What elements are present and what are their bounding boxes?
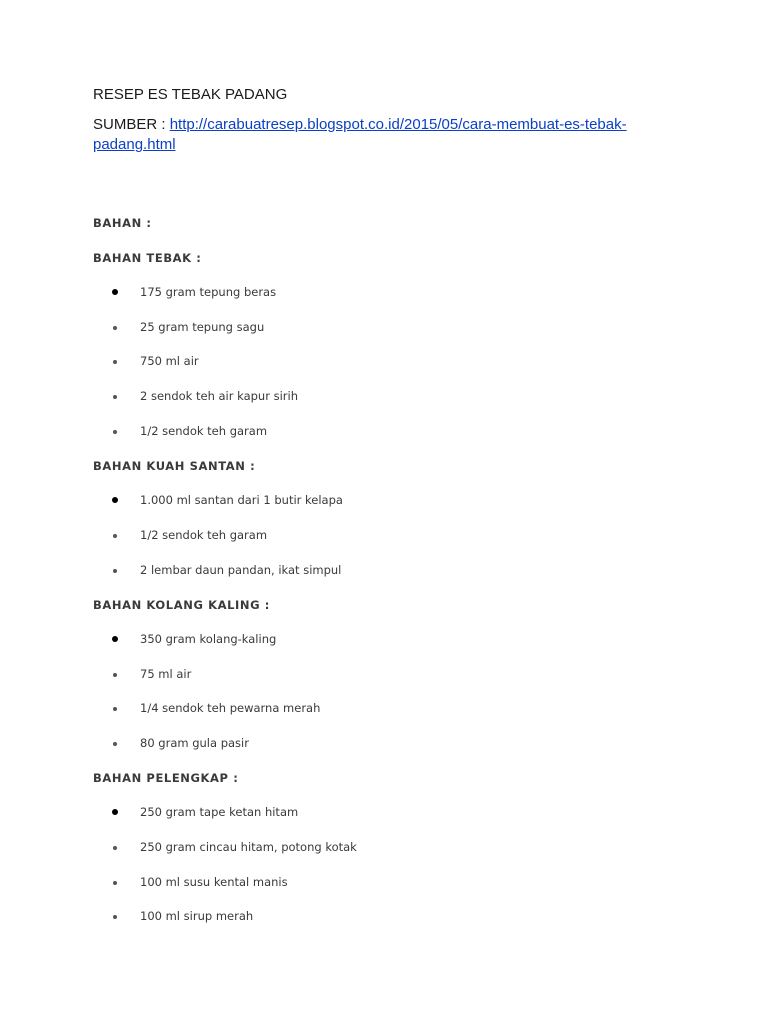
list-item-text: 350 gram kolang-kaling bbox=[140, 632, 277, 646]
bullet-icon bbox=[112, 809, 118, 815]
section-heading-pelengkap: BAHAN PELENGKAP : bbox=[93, 771, 239, 785]
bullet-icon bbox=[113, 430, 117, 434]
bullet-icon bbox=[112, 636, 118, 642]
document-title: RESEP ES TEBAK PADANG bbox=[93, 86, 288, 103]
bullet-icon bbox=[113, 360, 117, 364]
source-label: SUMBER : bbox=[93, 116, 170, 133]
section-heading-kolang-kaling: BAHAN KOLANG KALING : bbox=[93, 598, 270, 612]
bullet-icon bbox=[113, 534, 117, 538]
list-item-text: 100 ml sirup merah bbox=[140, 909, 254, 923]
list-item-text: 75 ml air bbox=[140, 667, 192, 681]
list-item-text: 2 sendok teh air kapur sirih bbox=[140, 389, 299, 403]
bahan-heading: BAHAN : bbox=[93, 216, 152, 230]
bullet-icon bbox=[112, 497, 118, 503]
list-item-text: 1/2 sendok teh garam bbox=[140, 424, 268, 438]
bullet-icon bbox=[113, 915, 117, 919]
section-heading-tebak: BAHAN TEBAK : bbox=[93, 251, 202, 265]
bullet-icon bbox=[113, 326, 117, 330]
bullet-icon bbox=[113, 395, 117, 399]
bullet-icon bbox=[113, 707, 117, 711]
list-item-text: 100 ml susu kental manis bbox=[140, 875, 288, 889]
list-item-text: 750 ml air bbox=[140, 354, 199, 368]
bullet-icon bbox=[113, 846, 117, 850]
bullet-icon bbox=[112, 289, 118, 295]
section-heading-kuah-santan: BAHAN KUAH SANTAN : bbox=[93, 459, 256, 473]
list-item-text: 25 gram tepung sagu bbox=[140, 320, 265, 334]
list-item-text: 1.000 ml santan dari 1 butir kelapa bbox=[140, 493, 343, 507]
list-item-text: 250 gram tape ketan hitam bbox=[140, 805, 299, 819]
bullet-icon bbox=[113, 569, 117, 573]
list-item-text: 2 lembar daun pandan, ikat simpul bbox=[140, 563, 342, 577]
bullet-icon bbox=[113, 742, 117, 746]
bullet-icon bbox=[113, 881, 117, 885]
list-item-text: 250 gram cincau hitam, potong kotak bbox=[140, 840, 357, 854]
list-item-text: 1/2 sendok teh garam bbox=[140, 528, 268, 542]
source-line bbox=[93, 115, 683, 155]
list-item-text: 80 gram gula pasir bbox=[140, 736, 249, 750]
source-link[interactable]: http://carabuatresep.blogspot.co.id/2015/05/cara-membuat-es-tebak-padang.html bbox=[93, 116, 627, 153]
list-item-text: 175 gram tepung beras bbox=[140, 285, 277, 299]
bullet-icon bbox=[113, 673, 117, 677]
list-item-text: 1/4 sendok teh pewarna merah bbox=[140, 701, 321, 715]
